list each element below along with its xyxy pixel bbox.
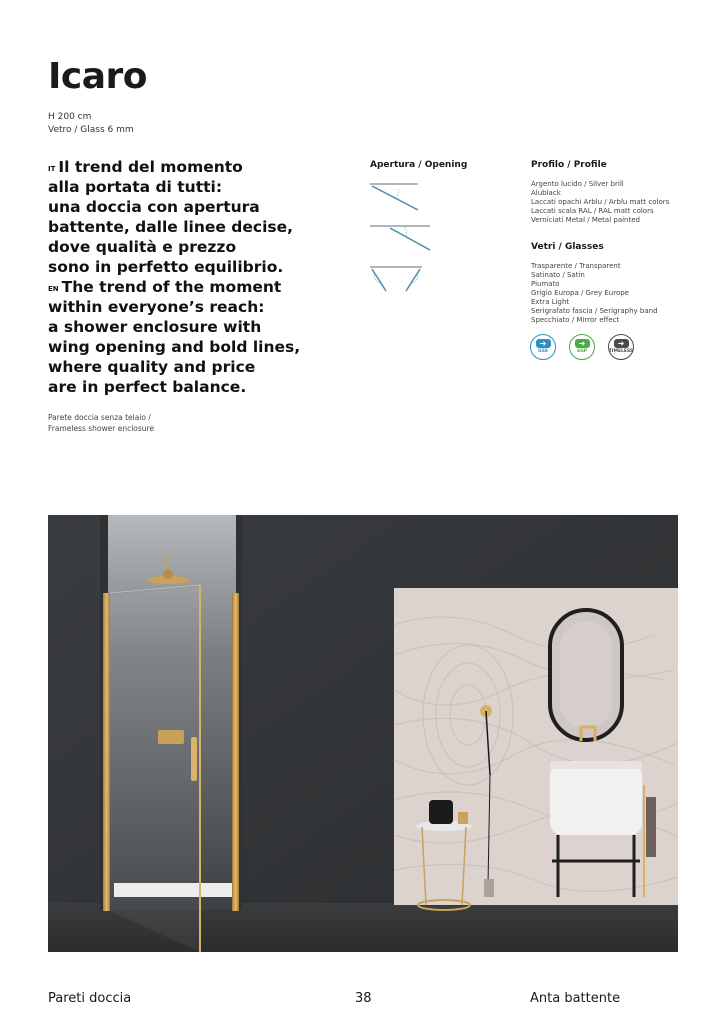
arrow-right-icon: ➜ [614,339,629,348]
arrow-right-icon: ➜ [536,339,551,348]
sgp-badge: ➜ SGP [569,334,595,360]
lang-tag-en: EN [48,285,59,293]
glass-treatment-badges [530,334,634,360]
footer-category: Anta battente [530,991,621,1006]
list-item: Verniciati Metal / Metal painted [531,216,640,224]
en-line: $^{EN}$ The trend of the moment [48,278,282,296]
lang-tag-it: IT [48,165,56,173]
en-line: wing opening and bold lines, [48,338,301,356]
product-photo [48,515,678,952]
it-line: battente, dalle linee decise, [48,218,294,236]
profile-heading: Profilo / Profile [531,160,607,170]
it-line: dove qualità e prezzo [48,238,237,256]
description-text [48,157,348,397]
list-item: Extra Light [531,298,570,306]
photo-caption: Parete doccia senza telaio / Frameless shower enclosure [48,413,155,433]
product-height: H 200 cm [48,112,92,122]
en-line: a shower enclosure with [48,318,262,336]
list-item: Piumato [531,280,560,288]
list-item: Trasparente / Transparent [531,262,621,270]
en-line: within everyone’s reach: [48,298,265,316]
list-item: Alublack [531,189,561,197]
list-item: Serigrafato fascia / Serigraphy band [531,307,658,315]
list-item: Laccati scala RAL / RAL matt colors [531,207,654,215]
double-wing-icon [366,263,426,297]
single-wing-right-icon [366,222,434,256]
list-item: Specchiato / Mirror effect [531,316,620,324]
list-item: Satinato / Satin [531,271,585,279]
list-item: Laccati opachi Arblu / Arblu matt colors [531,198,670,206]
single-wing-left-icon [366,180,426,214]
profile-list [531,180,669,225]
product-glass: Vetro / Glass 6 mm [48,125,134,135]
footer-section: Pareti doccia [48,991,132,1006]
it-line: alla portata di tutti: [48,178,223,196]
product-title: Icaro [48,56,148,97]
it-line: una doccia con apertura [48,198,260,216]
opening-heading: Apertura / Opening [370,160,468,170]
en-line: are in perfect balance. [48,378,247,396]
gss-badge: ➜ GSS [530,334,556,360]
glasses-heading: Vetri / Glasses [531,242,604,252]
en-line: where quality and price [48,358,256,376]
list-item: Grigio Europa / Grey Europe [531,289,629,297]
arrow-right-icon: ➜ [575,339,590,348]
list-item: Argento lucido / Silver brill [531,180,624,188]
page-number: 38 [355,991,372,1006]
it-line: $^{IT}$ Il trend del momento [48,158,243,176]
timeless-badge: ➜ TIMELESS [608,334,634,360]
glasses-list [531,262,658,325]
it-line: sono in perfetto equilibrio. [48,258,284,276]
